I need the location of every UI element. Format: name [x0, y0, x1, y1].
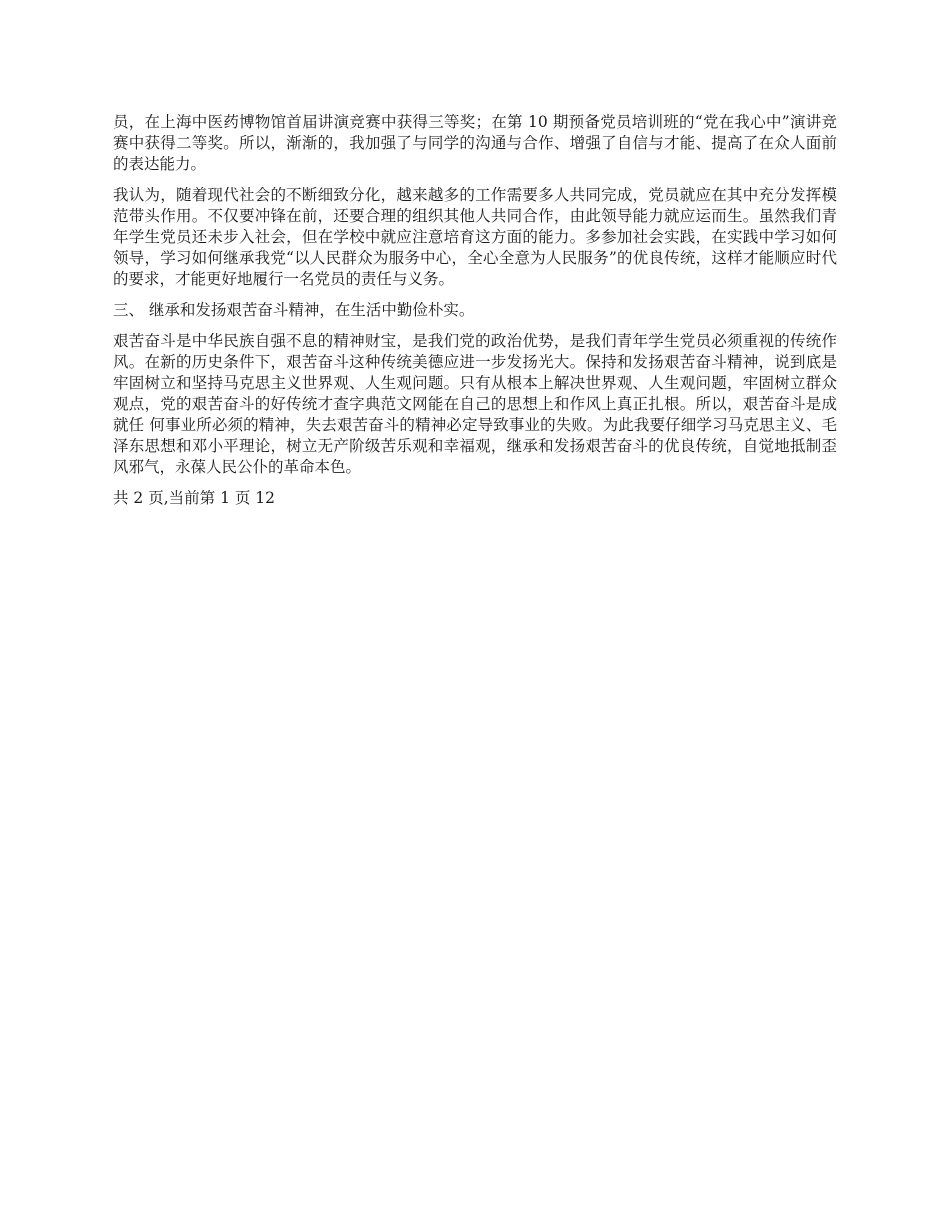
paragraph-leadership: 我认为，随着现代社会的不断细致分化，越来越多的工作需要多人共同完成，党员就应在其中充分发挥模范带头作用。不仅要冲锋在前，还要合理的组织其他人共同合作，由此领导能力就应运而生。虽然我们青年学生党员还未步入社会，但在学校中就应注意培育这方面的能力。多参加社会实践，在实践中学习如何领导，学习如何继承我党“以人民群众为服务中心，全心全意为人民服务”的优良传统，这样才能顺应时代的要求，才能更好地履行一名党员的责任与义务。	[113, 186, 837, 288]
paragraph-hard-work: 艰苦奋斗是中华民族自强不息的精神财宝，是我们党的政治优势，是我们青年学生党员必须重视的传统作风。在新的历史条件下，艰苦奋斗这种传统美德应进一步发扬光大。保持和发扬艰苦奋斗精神，说到底是牢固树立和坚持马克思主义世界观、人生观问题。只有从根本上解决世界观、人生观问题，牢固树立群众观点，党的艰苦奋斗的好传统才查字典范文网能在自己的思想上和作风上真正扎根。所以，艰苦奋斗是成就任 何事业所必须的精神，失去艰苦奋斗的精神必定导致事业的失败。为此我要仔细学习马克思主义、毛泽东思想和邓小平理论，树立无产阶级苦乐观和幸福观，继承和发扬艰苦奋斗的优良传统，自觉地抵制歪风邪气，永葆人民公仆的革命本色。	[113, 332, 837, 476]
pagination-text: 共 2 页,当前第 1 页 12	[113, 489, 276, 507]
paragraph-awards: 员，在上海中医药博物馆首届讲演竞赛中获得三等奖；在第 10 期预备党员培训班的“党在我心中”演讲竞赛中获得二等奖。所以，渐渐的，我加强了与同学的沟通与合作、增强了自信与才能、提高了在众人面前的表达能力。	[113, 113, 837, 173]
section-heading: 三、 继承和发扬艰苦奋斗精神，在生活中勤俭朴实。	[113, 301, 475, 319]
document-page	[113, 112, 837, 509]
